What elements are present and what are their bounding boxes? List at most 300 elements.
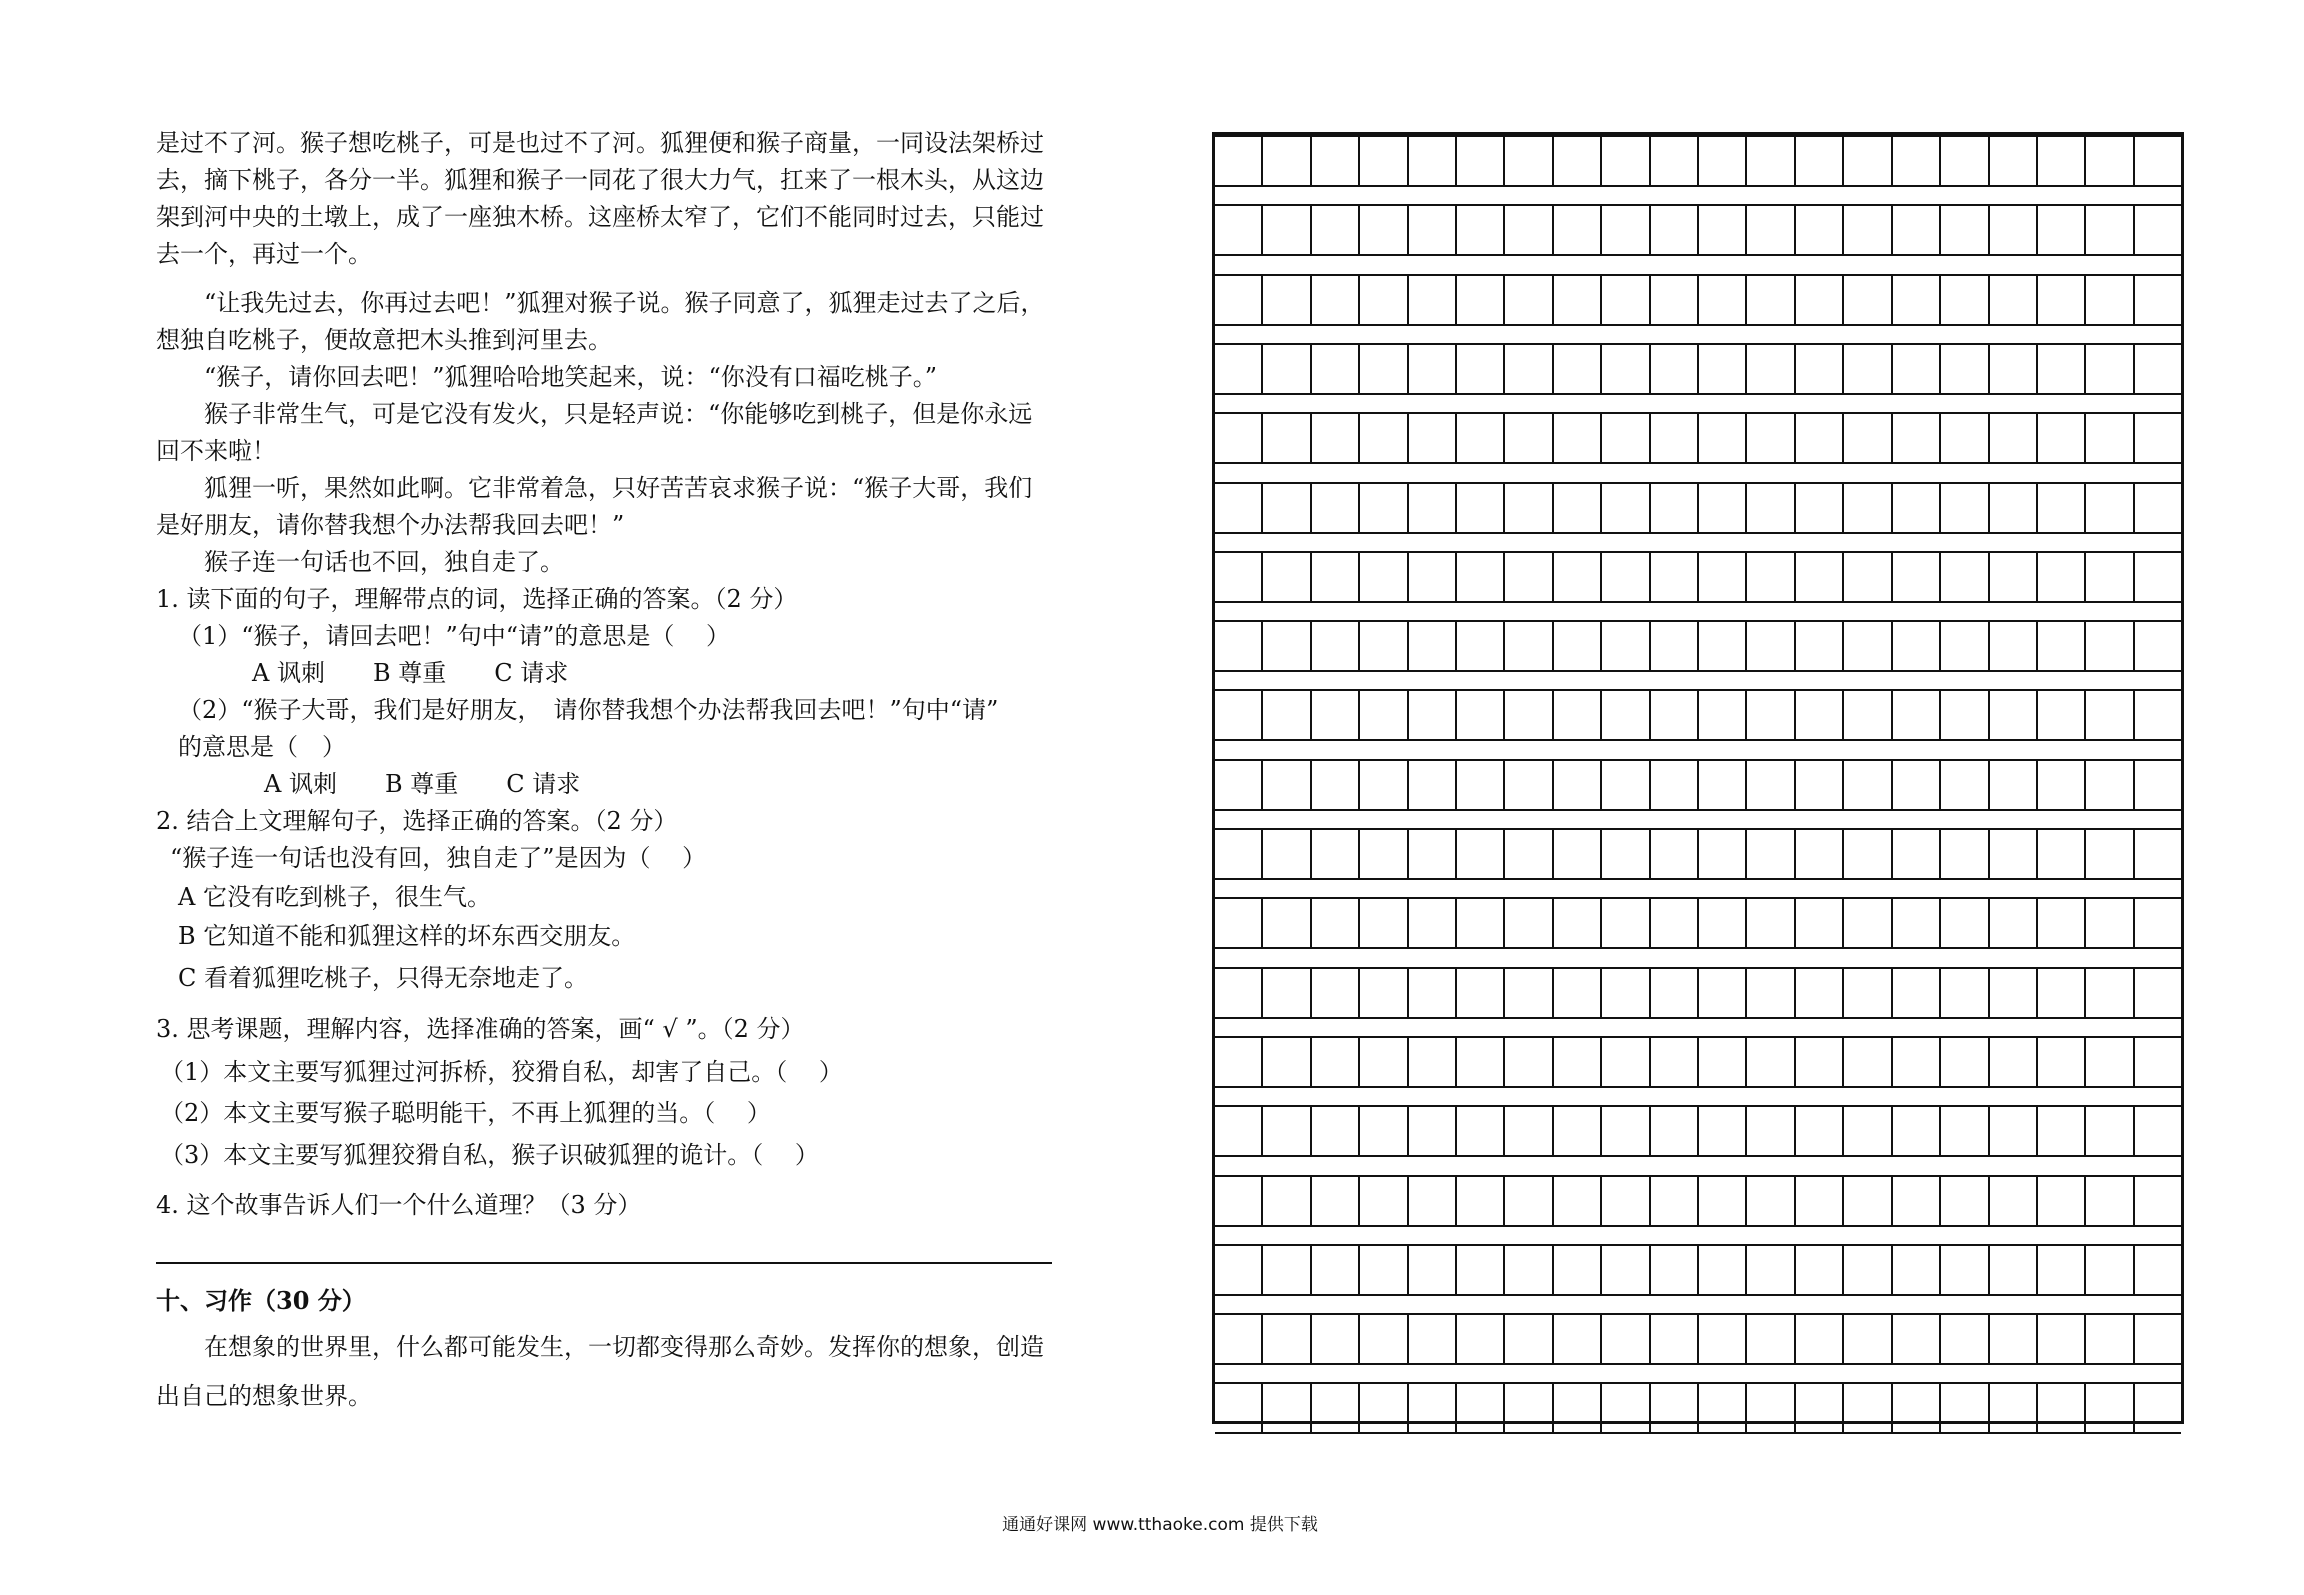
answer-line <box>156 1262 1052 1264</box>
grid-row <box>1215 759 2181 811</box>
grid-cell <box>2038 553 2086 601</box>
grid-cell <box>2038 691 2086 739</box>
grid-cell <box>1409 276 1457 324</box>
passage-line: 去，摘下桃子，各分一半。狐狸和猴子一同花了很大力气，扛来了一根木头，从这边 <box>156 166 1044 194</box>
grid-cell <box>2135 969 2181 1017</box>
grid-row <box>1215 551 2181 603</box>
grid-cell <box>1215 553 1263 601</box>
grid-cell <box>1651 1246 1699 1294</box>
grid-cell <box>2038 345 2086 393</box>
grid-cell <box>2135 1107 2181 1155</box>
grid-cell <box>1796 1384 1844 1432</box>
grid-cell <box>1360 345 1408 393</box>
grid-cell <box>1263 137 1311 185</box>
grid-cell <box>1893 484 1941 532</box>
footer-credit: 通通好课网 www.tthaoke.com 提供下载 <box>1002 1515 1318 1535</box>
grid-cell <box>1602 899 1650 947</box>
grid-cell <box>1312 276 1360 324</box>
grid-cell <box>1844 276 1892 324</box>
grid-cell <box>1844 969 1892 1017</box>
grid-cell <box>1263 1107 1311 1155</box>
question-1-title: 1. 读下面的句子，理解带点的词，选择正确的答案。（2 分） <box>156 585 798 613</box>
grid-cell <box>1893 1038 1941 1086</box>
grid-cell <box>1457 1384 1505 1432</box>
grid-cell <box>1747 1177 1795 1225</box>
passage-line: 猴子连一句话也不回，独自走了。 <box>204 548 564 576</box>
grid-cell <box>2086 969 2134 1017</box>
grid-cell <box>1215 484 1263 532</box>
grid-cell <box>1602 414 1650 462</box>
grid-cell <box>1554 206 1602 254</box>
grid-cell <box>1505 761 1553 809</box>
grid-cell <box>1360 969 1408 1017</box>
passage-line: 猴子非常生气，可是它没有发火，只是轻声说：“你能够吃到桃子，但是你永远 <box>204 400 1033 428</box>
grid-cell <box>1699 345 1747 393</box>
grid-cell <box>2038 899 2086 947</box>
passage-line: 是过不了河。猴子想吃桃子，可是也过不了河。狐狸便和猴子商量，一同设法架桥过 <box>156 129 1044 157</box>
grid-row <box>1215 1244 2181 1296</box>
grid-cell <box>1360 484 1408 532</box>
grid-cell <box>1215 206 1263 254</box>
grid-cell <box>2135 1177 2181 1225</box>
grid-cell <box>1457 206 1505 254</box>
grid-cell <box>1893 1107 1941 1155</box>
grid-cell <box>1699 484 1747 532</box>
grid-cell <box>1796 622 1844 670</box>
grid-cell <box>1312 1315 1360 1363</box>
grid-cell <box>1941 206 1989 254</box>
grid-cell <box>1215 761 1263 809</box>
grid-cell <box>1990 969 2038 1017</box>
grid-cell <box>1602 1384 1650 1432</box>
grid-row <box>1215 412 2181 464</box>
grid-cell <box>1360 899 1408 947</box>
grid-cell <box>1941 969 1989 1017</box>
grid-cell <box>1699 1384 1747 1432</box>
grid-cell <box>1796 206 1844 254</box>
grid-cell <box>1990 137 2038 185</box>
grid-cell <box>2086 137 2134 185</box>
grid-cell <box>1651 1038 1699 1086</box>
grid-cell <box>1990 622 2038 670</box>
grid-cell <box>1409 345 1457 393</box>
grid-cell <box>2135 1246 2181 1294</box>
grid-cell <box>1893 414 1941 462</box>
grid-cell <box>1941 830 1989 878</box>
grid-cell <box>1215 1107 1263 1155</box>
grid-cell <box>1554 137 1602 185</box>
grid-cell <box>2135 206 2181 254</box>
grid-cell <box>1554 622 1602 670</box>
grid-cell <box>2135 899 2181 947</box>
grid-cell <box>1554 414 1602 462</box>
grid-cell <box>1651 414 1699 462</box>
passage-line: 是好朋友，请你替我想个办法帮我回去吧！” <box>156 511 625 539</box>
grid-cell <box>1360 622 1408 670</box>
grid-cell <box>1844 691 1892 739</box>
grid-cell <box>2135 414 2181 462</box>
grid-cell <box>1747 969 1795 1017</box>
essay-heading: 十、习作（30 分） <box>156 1286 366 1315</box>
grid-cell <box>1409 1038 1457 1086</box>
grid-cell <box>1941 622 1989 670</box>
grid-cell <box>1505 969 1553 1017</box>
grid-cell <box>1554 1177 1602 1225</box>
grid-cell <box>1312 761 1360 809</box>
grid-cell <box>1941 761 1989 809</box>
grid-cell <box>2135 1384 2181 1432</box>
grid-cell <box>1844 1107 1892 1155</box>
grid-cell <box>1796 761 1844 809</box>
grid-cell <box>1457 414 1505 462</box>
grid-cell <box>1602 1177 1650 1225</box>
grid-cell <box>1312 1177 1360 1225</box>
grid-cell <box>2135 830 2181 878</box>
grid-row <box>1215 343 2181 395</box>
grid-cell <box>1602 206 1650 254</box>
grid-cell <box>1409 137 1457 185</box>
grid-cell <box>2086 1246 2134 1294</box>
grid-cell <box>1651 1107 1699 1155</box>
grid-cell <box>1312 691 1360 739</box>
grid-cell <box>1747 830 1795 878</box>
grid-cell <box>1844 622 1892 670</box>
passage-line: 回不来啦！ <box>156 437 276 465</box>
grid-cell <box>1651 553 1699 601</box>
grid-cell <box>1263 1177 1311 1225</box>
grid-cell <box>1360 1177 1408 1225</box>
grid-cell <box>1312 553 1360 601</box>
grid-cell <box>2086 691 2134 739</box>
grid-cell <box>1457 1107 1505 1155</box>
grid-cell <box>1893 899 1941 947</box>
grid-cell <box>1747 206 1795 254</box>
grid-cell <box>1409 1107 1457 1155</box>
grid-cell <box>1990 761 2038 809</box>
grid-cell <box>1409 1384 1457 1432</box>
grid-cell <box>1651 691 1699 739</box>
grid-cell <box>1990 484 2038 532</box>
grid-cell <box>1554 1384 1602 1432</box>
grid-cell <box>1312 345 1360 393</box>
grid-cell <box>1941 1246 1989 1294</box>
grid-cell <box>1215 899 1263 947</box>
grid-cell <box>2038 1107 2086 1155</box>
grid-cell <box>1554 1246 1602 1294</box>
grid-cell <box>1796 553 1844 601</box>
grid-cell <box>1990 1038 2038 1086</box>
grid-cell <box>1796 345 1844 393</box>
grid-row <box>1215 1036 2181 1088</box>
grid-cell <box>1941 137 1989 185</box>
grid-cell <box>1893 553 1941 601</box>
grid-cell <box>1699 414 1747 462</box>
grid-cell <box>1796 899 1844 947</box>
grid-cell <box>1699 899 1747 947</box>
grid-cell <box>1215 622 1263 670</box>
grid-cell <box>1602 345 1650 393</box>
grid-cell <box>2086 484 2134 532</box>
passage-line: 想独自吃桃子，便故意把木头推到河里去。 <box>156 326 612 354</box>
grid-cell <box>1796 1107 1844 1155</box>
grid-cell <box>1651 1315 1699 1363</box>
question-1-sub1-options: A 讽刺 B 尊重 C 请求 <box>252 659 569 687</box>
grid-cell <box>1457 1038 1505 1086</box>
grid-cell <box>1796 1177 1844 1225</box>
grid-cell <box>1893 276 1941 324</box>
grid-cell <box>2086 206 2134 254</box>
grid-cell <box>1505 1107 1553 1155</box>
grid-cell <box>1457 1246 1505 1294</box>
grid-cell <box>1844 830 1892 878</box>
grid-cell <box>1554 899 1602 947</box>
grid-cell <box>1263 899 1311 947</box>
grid-cell <box>1651 761 1699 809</box>
grid-cell <box>1409 969 1457 1017</box>
grid-cell <box>1893 830 1941 878</box>
grid-cell <box>1651 1384 1699 1432</box>
grid-cell <box>1457 1177 1505 1225</box>
grid-cell <box>1263 553 1311 601</box>
grid-cell <box>1360 1384 1408 1432</box>
grid-cell <box>2038 484 2086 532</box>
grid-cell <box>1457 345 1505 393</box>
grid-cell <box>1990 276 2038 324</box>
grid-cell <box>1990 1107 2038 1155</box>
grid-cell <box>1699 830 1747 878</box>
grid-cell <box>1747 622 1795 670</box>
grid-cell <box>2135 1315 2181 1363</box>
grid-cell <box>1844 414 1892 462</box>
grid-cell <box>1796 276 1844 324</box>
grid-cell <box>1844 1038 1892 1086</box>
question-2-title: 2. 结合上文理解句子，选择正确的答案。（2 分） <box>156 807 678 835</box>
grid-row <box>1215 1105 2181 1157</box>
grid-cell <box>1699 1038 1747 1086</box>
grid-cell <box>1457 691 1505 739</box>
grid-cell <box>1602 1107 1650 1155</box>
grid-cell <box>1651 206 1699 254</box>
grid-cell <box>1747 484 1795 532</box>
grid-cell <box>1747 276 1795 324</box>
grid-cell <box>2086 1107 2134 1155</box>
grid-cell <box>1263 276 1311 324</box>
grid-cell <box>1505 830 1553 878</box>
grid-cell <box>1990 1246 2038 1294</box>
grid-cell <box>1263 1315 1311 1363</box>
grid-cell <box>1844 345 1892 393</box>
grid-cell <box>1699 276 1747 324</box>
grid-cell <box>1215 1315 1263 1363</box>
grid-cell <box>1602 1315 1650 1363</box>
question-1-sub2: （2）“猴子大哥，我们是好朋友， 请你替我想个办法帮我回去吧！”句中“请” <box>178 696 999 724</box>
grid-cell <box>1409 414 1457 462</box>
grid-cell <box>1409 761 1457 809</box>
grid-cell <box>1844 553 1892 601</box>
grid-cell <box>2135 622 2181 670</box>
grid-cell <box>1990 345 2038 393</box>
grid-cell <box>2038 206 2086 254</box>
grid-cell <box>1312 137 1360 185</box>
grid-row <box>1215 274 2181 326</box>
grid-cell <box>1263 1246 1311 1294</box>
grid-cell <box>1360 691 1408 739</box>
grid-cell <box>1505 1384 1553 1432</box>
grid-cell <box>1893 622 1941 670</box>
grid-cell <box>1747 1384 1795 1432</box>
grid-cell <box>1505 553 1553 601</box>
grid-cell <box>1941 276 1989 324</box>
grid-cell <box>1893 1315 1941 1363</box>
question-4-title: 4. 这个故事告诉人们一个什么道理？（3 分） <box>156 1191 642 1219</box>
grid-cell <box>1505 137 1553 185</box>
grid-cell <box>1990 691 2038 739</box>
essay-prompt-line: 在想象的世界里，什么都可能发生，一切都变得那么奇妙。发挥你的想象，创造 <box>204 1333 1044 1361</box>
grid-cell <box>2038 761 2086 809</box>
grid-cell <box>1312 206 1360 254</box>
grid-cell <box>1747 414 1795 462</box>
grid-cell <box>1554 553 1602 601</box>
grid-cell <box>2038 1315 2086 1363</box>
grid-cell <box>1796 691 1844 739</box>
grid-cell <box>1747 345 1795 393</box>
grid-cell <box>1554 1038 1602 1086</box>
grid-cell <box>1215 1246 1263 1294</box>
grid-cell <box>1360 1107 1408 1155</box>
grid-cell <box>1505 622 1553 670</box>
question-2-option-a: A 它没有吃到桃子，很生气。 <box>178 883 491 911</box>
grid-cell <box>2135 1038 2181 1086</box>
grid-cell <box>1360 830 1408 878</box>
grid-cell <box>1893 691 1941 739</box>
grid-cell <box>1409 899 1457 947</box>
grid-cell <box>2135 345 2181 393</box>
grid-cell <box>1409 484 1457 532</box>
grid-cell <box>1409 206 1457 254</box>
grid-cell <box>1941 1038 1989 1086</box>
grid-cell <box>1699 553 1747 601</box>
grid-cell <box>1263 622 1311 670</box>
grid-cell <box>1796 1038 1844 1086</box>
grid-cell <box>1796 484 1844 532</box>
grid-cell <box>1990 414 2038 462</box>
grid-cell <box>1651 345 1699 393</box>
grid-cell <box>1312 1107 1360 1155</box>
grid-cell <box>2038 1177 2086 1225</box>
grid-cell <box>1699 137 1747 185</box>
grid-cell <box>1312 414 1360 462</box>
grid-cell <box>1409 553 1457 601</box>
grid-cell <box>1263 761 1311 809</box>
grid-cell <box>1747 761 1795 809</box>
grid-cell <box>1312 899 1360 947</box>
grid-cell <box>2038 1246 2086 1294</box>
grid-cell <box>1263 691 1311 739</box>
grid-cell <box>1360 1038 1408 1086</box>
grid-cell <box>1409 830 1457 878</box>
grid-cell <box>1844 484 1892 532</box>
essay-prompt-line: 出自己的想象世界。 <box>156 1382 372 1410</box>
grid-cell <box>1602 553 1650 601</box>
grid-cell <box>2086 276 2134 324</box>
grid-cell <box>1409 1315 1457 1363</box>
grid-cell <box>1651 137 1699 185</box>
grid-cell <box>1893 1246 1941 1294</box>
question-1-sub1: （1）“猴子，请回去吧！”句中“请”的意思是（ ） <box>178 622 730 650</box>
grid-cell <box>2086 553 2134 601</box>
grid-cell <box>1554 345 1602 393</box>
grid-cell <box>1893 1384 1941 1432</box>
grid-cell <box>1844 899 1892 947</box>
grid-cell <box>1796 969 1844 1017</box>
grid-cell <box>2135 761 2181 809</box>
grid-cell <box>1651 830 1699 878</box>
grid-cell <box>1893 345 1941 393</box>
passage-line: 去一个，再过一个。 <box>156 240 372 268</box>
grid-cell <box>1941 1315 1989 1363</box>
question-2-quote: “猴子连一句话也没有回，独自走了”是因为（ ） <box>170 844 707 872</box>
grid-cell <box>2135 276 2181 324</box>
grid-cell <box>1312 1384 1360 1432</box>
grid-cell <box>1409 1246 1457 1294</box>
grid-cell <box>1457 622 1505 670</box>
grid-cell <box>1215 414 1263 462</box>
grid-cell <box>2135 137 2181 185</box>
grid-row <box>1215 1382 2181 1434</box>
grid-cell <box>1893 761 1941 809</box>
grid-cell <box>1360 206 1408 254</box>
grid-cell <box>1699 1107 1747 1155</box>
grid-cell <box>2135 553 2181 601</box>
grid-cell <box>1941 1107 1989 1155</box>
grid-cell <box>1215 1038 1263 1086</box>
grid-cell <box>1505 1038 1553 1086</box>
grid-cell <box>1505 691 1553 739</box>
grid-cell <box>1651 899 1699 947</box>
grid-cell <box>1215 1384 1263 1432</box>
grid-cell <box>2038 622 2086 670</box>
grid-cell <box>1554 1107 1602 1155</box>
grid-row <box>1215 1313 2181 1365</box>
grid-cell <box>1747 1315 1795 1363</box>
grid-cell <box>1457 969 1505 1017</box>
grid-cell <box>1844 1384 1892 1432</box>
passage-line: 狐狸一听，果然如此啊。它非常着急，只好苦苦哀求猴子说：“猴子大哥，我们 <box>204 474 1033 502</box>
grid-cell <box>1505 1315 1553 1363</box>
grid-cell <box>1893 1177 1941 1225</box>
grid-cell <box>1312 1246 1360 1294</box>
grid-cell <box>1312 484 1360 532</box>
grid-cell <box>1457 484 1505 532</box>
grid-cell <box>1312 1038 1360 1086</box>
grid-cell <box>1602 830 1650 878</box>
grid-cell <box>1651 484 1699 532</box>
grid-cell <box>1990 830 2038 878</box>
grid-cell <box>1457 276 1505 324</box>
grid-cell <box>1699 206 1747 254</box>
passage-line: 架到河中央的土墩上，成了一座独木桥。这座桥太窄了，它们不能同时过去，只能过 <box>156 203 1044 231</box>
grid-cell <box>1844 1246 1892 1294</box>
grid-cell <box>1941 691 1989 739</box>
grid-cell <box>1554 1315 1602 1363</box>
grid-cell <box>2038 414 2086 462</box>
grid-row <box>1215 135 2181 187</box>
grid-cell <box>1263 969 1311 1017</box>
grid-cell <box>1312 830 1360 878</box>
grid-cell <box>1505 484 1553 532</box>
grid-cell <box>1505 1177 1553 1225</box>
grid-cell <box>1699 1315 1747 1363</box>
